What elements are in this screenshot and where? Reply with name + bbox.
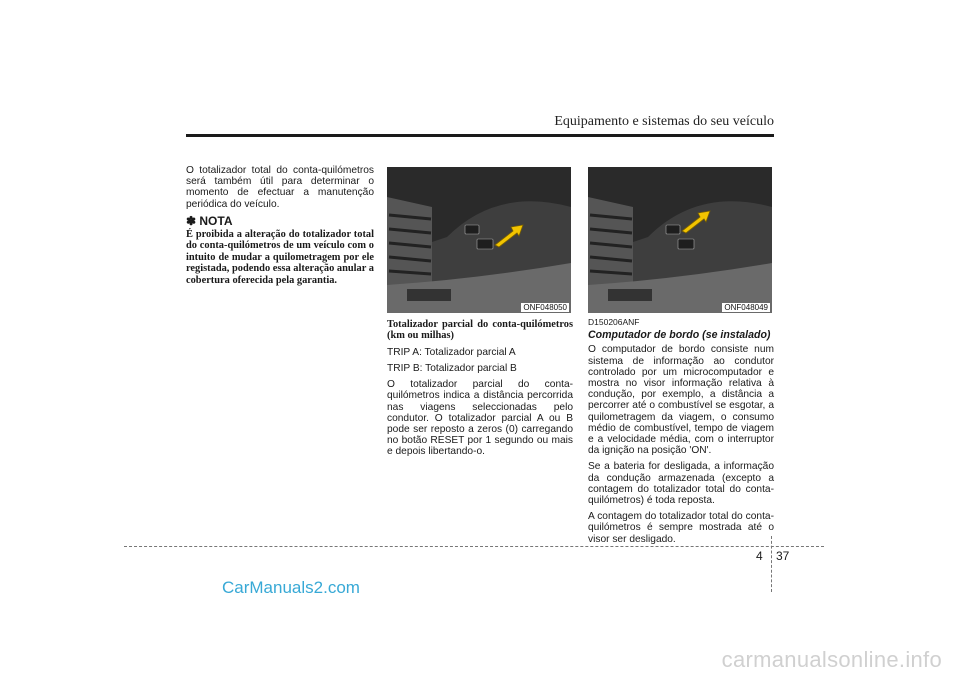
- dashboard-illustration: [588, 167, 772, 313]
- footer-divider: [771, 536, 772, 592]
- watermark-link[interactable]: CarManuals2.com: [222, 578, 360, 597]
- dashboard-illustration: [387, 167, 571, 313]
- trip-body: O totalizador parcial do conta-quilómetros indica a distância percorrida nas viagens seleccionadas pelo condutor. O totalizador parcial A ou B pode ser reposto a zeros (0) carregando no botão RESET por 1 segundo ou mais e depois libertando-o.: [387, 379, 573, 458]
- trip-button-photo: [387, 167, 571, 313]
- paragraph-2: Se a bateria for desligada, a informação da condução armazenada (excepto a contagem do totalizador total do conta-quilómetros) é toda reposta.: [588, 461, 774, 507]
- watermark-text: carmanualsonline.info: [721, 647, 942, 672]
- section-heading: Totalizador parcial do conta-quilómetros (km ou milhas): [387, 319, 573, 342]
- nota-body: É proibida a alteração do totalizador total do conta-quilómetros de um veículo com o intuito de mudar a quilometragem por ele registada, podendo essa alteração anular a cobertura oferecida pela garantia.: [186, 229, 374, 286]
- image-label: ONF048050: [523, 303, 567, 312]
- footer-rule: [124, 546, 824, 547]
- trip-a-line: TRIP A: Totalizador parcial A: [387, 346, 516, 358]
- image-label: ONF048049: [724, 303, 768, 312]
- middle-column: [387, 319, 573, 463]
- intro-paragraph: O totalizador total do conta-quilómetros será também útil para determinar o momento de efectuar a manutenção periódica do veículo.: [186, 165, 374, 210]
- trip-computer-photo: [588, 167, 772, 313]
- page-header-title: Equipamento e sistemas do seu veículo: [554, 114, 774, 129]
- header-rule: [186, 134, 774, 137]
- nota-title: ✽ NOTA: [186, 213, 233, 228]
- trip-b-line: TRIP B: Totalizador parcial B: [387, 363, 517, 375]
- section-number: 4: [756, 549, 763, 563]
- section-code: D150206ANF: [588, 317, 640, 327]
- paragraph-3: A contagem do totalizador total do conta-quilómetros é sempre mostrada até o visor ser desligado.: [588, 511, 774, 545]
- section-subheading: Computador de bordo (se instalado): [588, 329, 771, 342]
- right-column: [588, 317, 774, 550]
- page-number: 37: [776, 549, 790, 563]
- left-column: [186, 165, 374, 286]
- paragraph-1: O computador de bordo consiste num sistema de informação ao condutor controlado por um microcomputador e mostra no visor informação relativa à condução, por exemplo, a distância a percorrer até o combustível se esgotar, a quilometragem da viagem, o consumo médio de combustível, tempo de viagem e a velocidade média, com o interruptor da ignição na posição 'ON'.: [588, 344, 774, 457]
